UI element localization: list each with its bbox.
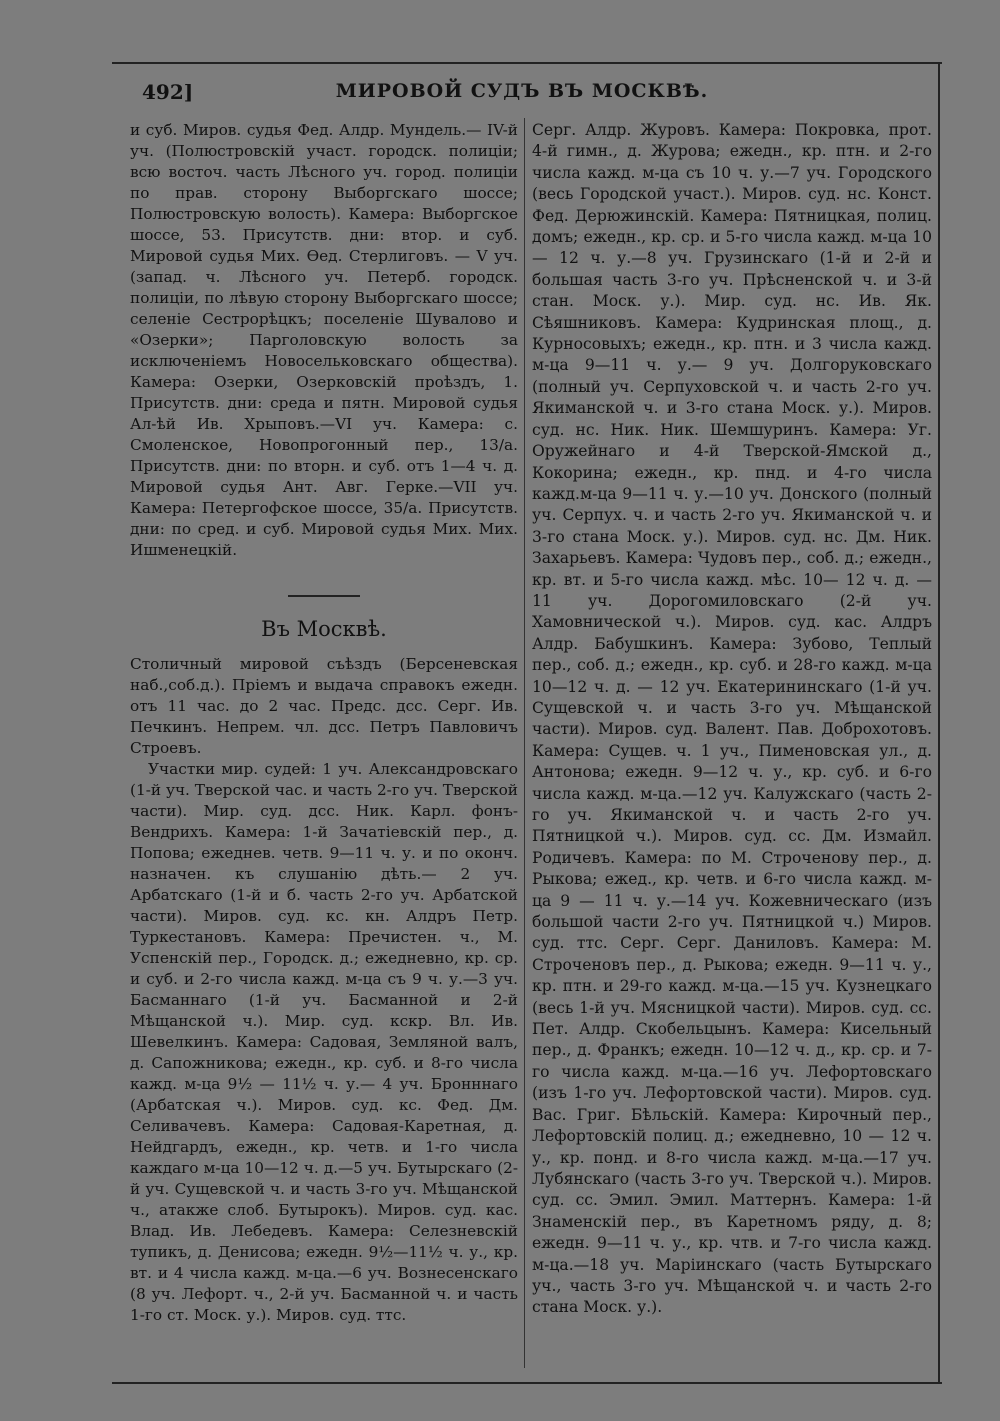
- running-title: МИРОВОЙ СУДЪ ВЪ МОСКВѢ.: [335, 80, 709, 102]
- moscow-districts-text: Участки мир. судей: 1 уч. Александровскаго (1-й уч. Тверской час. и часть 2-го уч. Тверской части). Мир. суд. дсс. Ник. Карл. фонъ-Вендрихъ. Камера: 1-й Зачатіевскій пер., д. Попова; ежеднев. четв. 9—11 ч. у. и по оконч. назначен. къ слушанію дѣть.— 2 уч. Арбатскаго (1-й и б. часть 2-го уч. Арбатской части). Миров. суд. кс. кн. Алдръ Петр. Туркестановъ. Камера: Пречистен. ч., М. Успенскій пер., Городск. д.; ежедневно, кр. ср. и суб. и 2-го числа кажд. м-ца съ 9 ч. у.—3 уч. Басманнаго (1-й уч. Басманной и 2-й Мѣщанской ч.). Мир. суд. кскр. Вл. Ив. Шевелкинъ. Камера: Садовая, Земляной валъ, д. Сапожникова; ежедн., кр. суб. и 8-го числа кажд. м-ца 9½ — 11½ ч. у.— 4 уч. Бронннаго (Арбатская ч.). Миров. суд. кс. Фед. Дм. Селивачевъ. Камера: Садовая-Каретная, д. Нейдгардъ, ежедн., кр. четв. и 1-го числа каждаго м-ца 10—12 ч. д.—5 уч. Бутырскаго (2-й уч. Сущевской ч. и часть 3-го уч. Мѣщанской ч., атакже слоб. Бутырокъ). Миров. суд. кас. Влад. Ив. Лебедевъ. Камера: Селезневскій тупикъ, д. Денисова; ежедн. 9½—11½ ч. у., кр. вт. и 4 числа кажд. м-ца.—6 уч. Вознесенскаго (8 уч. Лефорт. ч., 2-й уч. Басманной ч. и часть 1-го ст. Моск. у.). Миров. суд. ттс.: [130, 760, 518, 1324]
- right-column: [532, 120, 932, 1319]
- section-heading: Въ Москвѣ.: [261, 617, 387, 641]
- right-rule: [938, 62, 940, 1384]
- left-column: [130, 120, 518, 1326]
- top-rule: [112, 62, 942, 64]
- moscow-districts-continued-text: Серг. Алдр. Журовъ. Камера: Покровка, прот. 4-й гимн., д. Журова; ежедн., кр. птн. и 2-го числа кажд. м-ца съ 10 ч. у.—7 уч. Городского (весь Городской участ.). Миров. суд. нс. Конст. Фед. Дерюжинскій. Камера: Пятницкая, полиц. домъ; ежедн., кр. ср. и 5-го числа кажд. м-ца 10 — 12 ч. у.—8 уч. Грузинскаго (1-й и 2-й и большая часть 3-го уч. Прѣсненской ч. и 3-й стан. Моск. у.). Мир. суд. нс. Ив. Як. Сѣяшниковъ. Камера: Кудринская площ., д. Курносовыхъ; ежедн., кр. птн. и 3 числа кажд. м-ца 9—11 ч. у.— 9 уч. Долгоруковскаго (полный уч. Серпуховской ч. и часть 2-го уч. Якиманской ч. и 3-го стана Моск. у.). Миров. суд. нс. Ник. Ник. Шемшуринъ. Камера: Уг. Оружейнаго и 4-й Тверской-Ямской д., Кокорина; ежедн., кр. пнд. и 4-го числа кажд.м-ца 9—11 ч. у.—10 уч. Донского (полный уч. Серпух. ч. и часть 2-го уч. Якиманской ч. и 3-го стана Моск. у.). Миров. суд. нс. Дм. Ник. Захарьевъ. Камера: Чудовъ пер., соб. д.; ежедн., кр. вт. и 5-го числа кажд. мѣс. 10— 12 ч. д. — 11 уч. Дорогомиловскаго (2-й уч. Хамовнической ч.). Миров. суд. кас. Алдръ Алдр. Бабушкинъ. Камера: Зубово, Теплый пер., соб. д.; ежедн., кр. суб. и 28-го кажд. м-ца 10—12 ч. д. — 12 уч. Екатерининскаго (1-й уч. Сущевской ч. и часть 3-го уч. Мѣщанской части). Миров. суд. Валент. Пав. Доброхотовъ. Камера: Сущев. ч. 1 уч., Пименовская ул., д. Антонова; ежедн. 9—12 ч. у., кр. суб. и 6-го числа кажд. м-ца.—12 уч. Калужскаго (часть 2-го уч. Якиманской ч. и часть 2-го уч. Пятницкой ч.). Миров. суд. сс. Дм. Измайл. Родичевъ. Камера: по М. Строченову пер., д. Рыкова; ежед., кр. четв. и 6-го числа кажд. м-ца 9 — 11 ч. у.—14 уч. Кожевническаго (изъ большой части 2-го уч. Пятницкой ч.) Миров. суд. ттс. Серг. Серг. Даниловъ. Камера: М. Строченовъ пер., д. Рыкова; ежедн. 9—11 ч. у., кр. птн. и 29-го кажд. м-ца.—15 уч. Кузнецкаго (весь 1-й уч. Мясницкой части). Миров. суд. сс. Пет. Алдр. Скобельцынъ. Камера: Кисельный пер., д. Франкъ; ежедн. 10—12 ч. д., кр. ср. и 7-го числа кажд. м-ца.—16 уч. Лефортовскаго (изъ 1-го уч. Лефортовской части). Миров. суд. Вас. Григ. Бѣльскій. Камера: Кирочный пер., Лефортовскій полиц. д.; ежедневно, 10 — 12 ч. у., кр. понд. и 8-го числа кажд. м-ца.—17 уч. Лубянскаго (часть 3-го уч. Тверской ч.). Миров. суд. сс. Эмил. Эмил. Маттернъ. Камера: 1-й Знаменскій пер., въ Каретномъ ряду, д. 8; ежедн. 9—11 ч. у., кр. чтв. и 7-го числа кажд. м-ца.—18 уч. Маріинскаго (часть Бутырскаго уч., часть 3-го уч. Мѣщанской ч. и часть 2-го стана Моск. у.).: [532, 121, 932, 1317]
- column-divider: [524, 118, 525, 1368]
- bottom-rule: [112, 1382, 942, 1384]
- petersburg-districts-text: и суб. Миров. судья Фед. Алдр. Мундель.— IV-й уч. (Полюстровскій участ. городск. полиціи; всю восточ. часть Лѣсного уч. город. полиціи по прав. сторону Выборгскаго шоссе; Полюстровскую волость). Камера: Выборгское шоссе, 53. Присутств. дни: втор. и суб. Мировой судья Мих. Ѳед. Стерлиговъ. — V уч. (запад. ч. Лѣсного уч. Петерб. городск. полиціи, по лѣвую сторону Выборгскаго шоссе; селеніе Сестрорѣцкъ; поселеніе Шувалово и «Озерки»; Парголовскую волость за исключеніемъ Новосельковскаго общества). Камера: Озерки, Озерковскій проѣздъ, 1. Присутств. дни: среда и пятн. Мировой судья Ал-ѣй Ив. Хрыповъ.—VI уч. Камера: с. Смоленское, Новопрогонный пер., 13/а. Присутств. дни: по вторн. и суб. отъ 1—4 ч. д. Мировой судья Ант. Авг. Герке.—VII уч. Камера: Петергофское шоссе, 35/а. Присутств. дни: по сред. и суб. Мировой судья Мих. Мих. Ишменецкій.: [130, 121, 518, 559]
- page-number: 492]: [142, 80, 194, 104]
- section-separator: [288, 595, 360, 597]
- running-header: [112, 78, 932, 108]
- book-page: [112, 62, 942, 1384]
- capital-congress-text: Столичный мировой съѣздъ (Берсеневская наб.,соб.д.). Пріемъ и выдача справокъ ежедн. отъ 11 час. до 2 час. Предс. дсс. Серг. Ив. Печкинъ. Непрем. чл. дсс. Петръ Павловичъ Строевъ.: [130, 655, 518, 757]
